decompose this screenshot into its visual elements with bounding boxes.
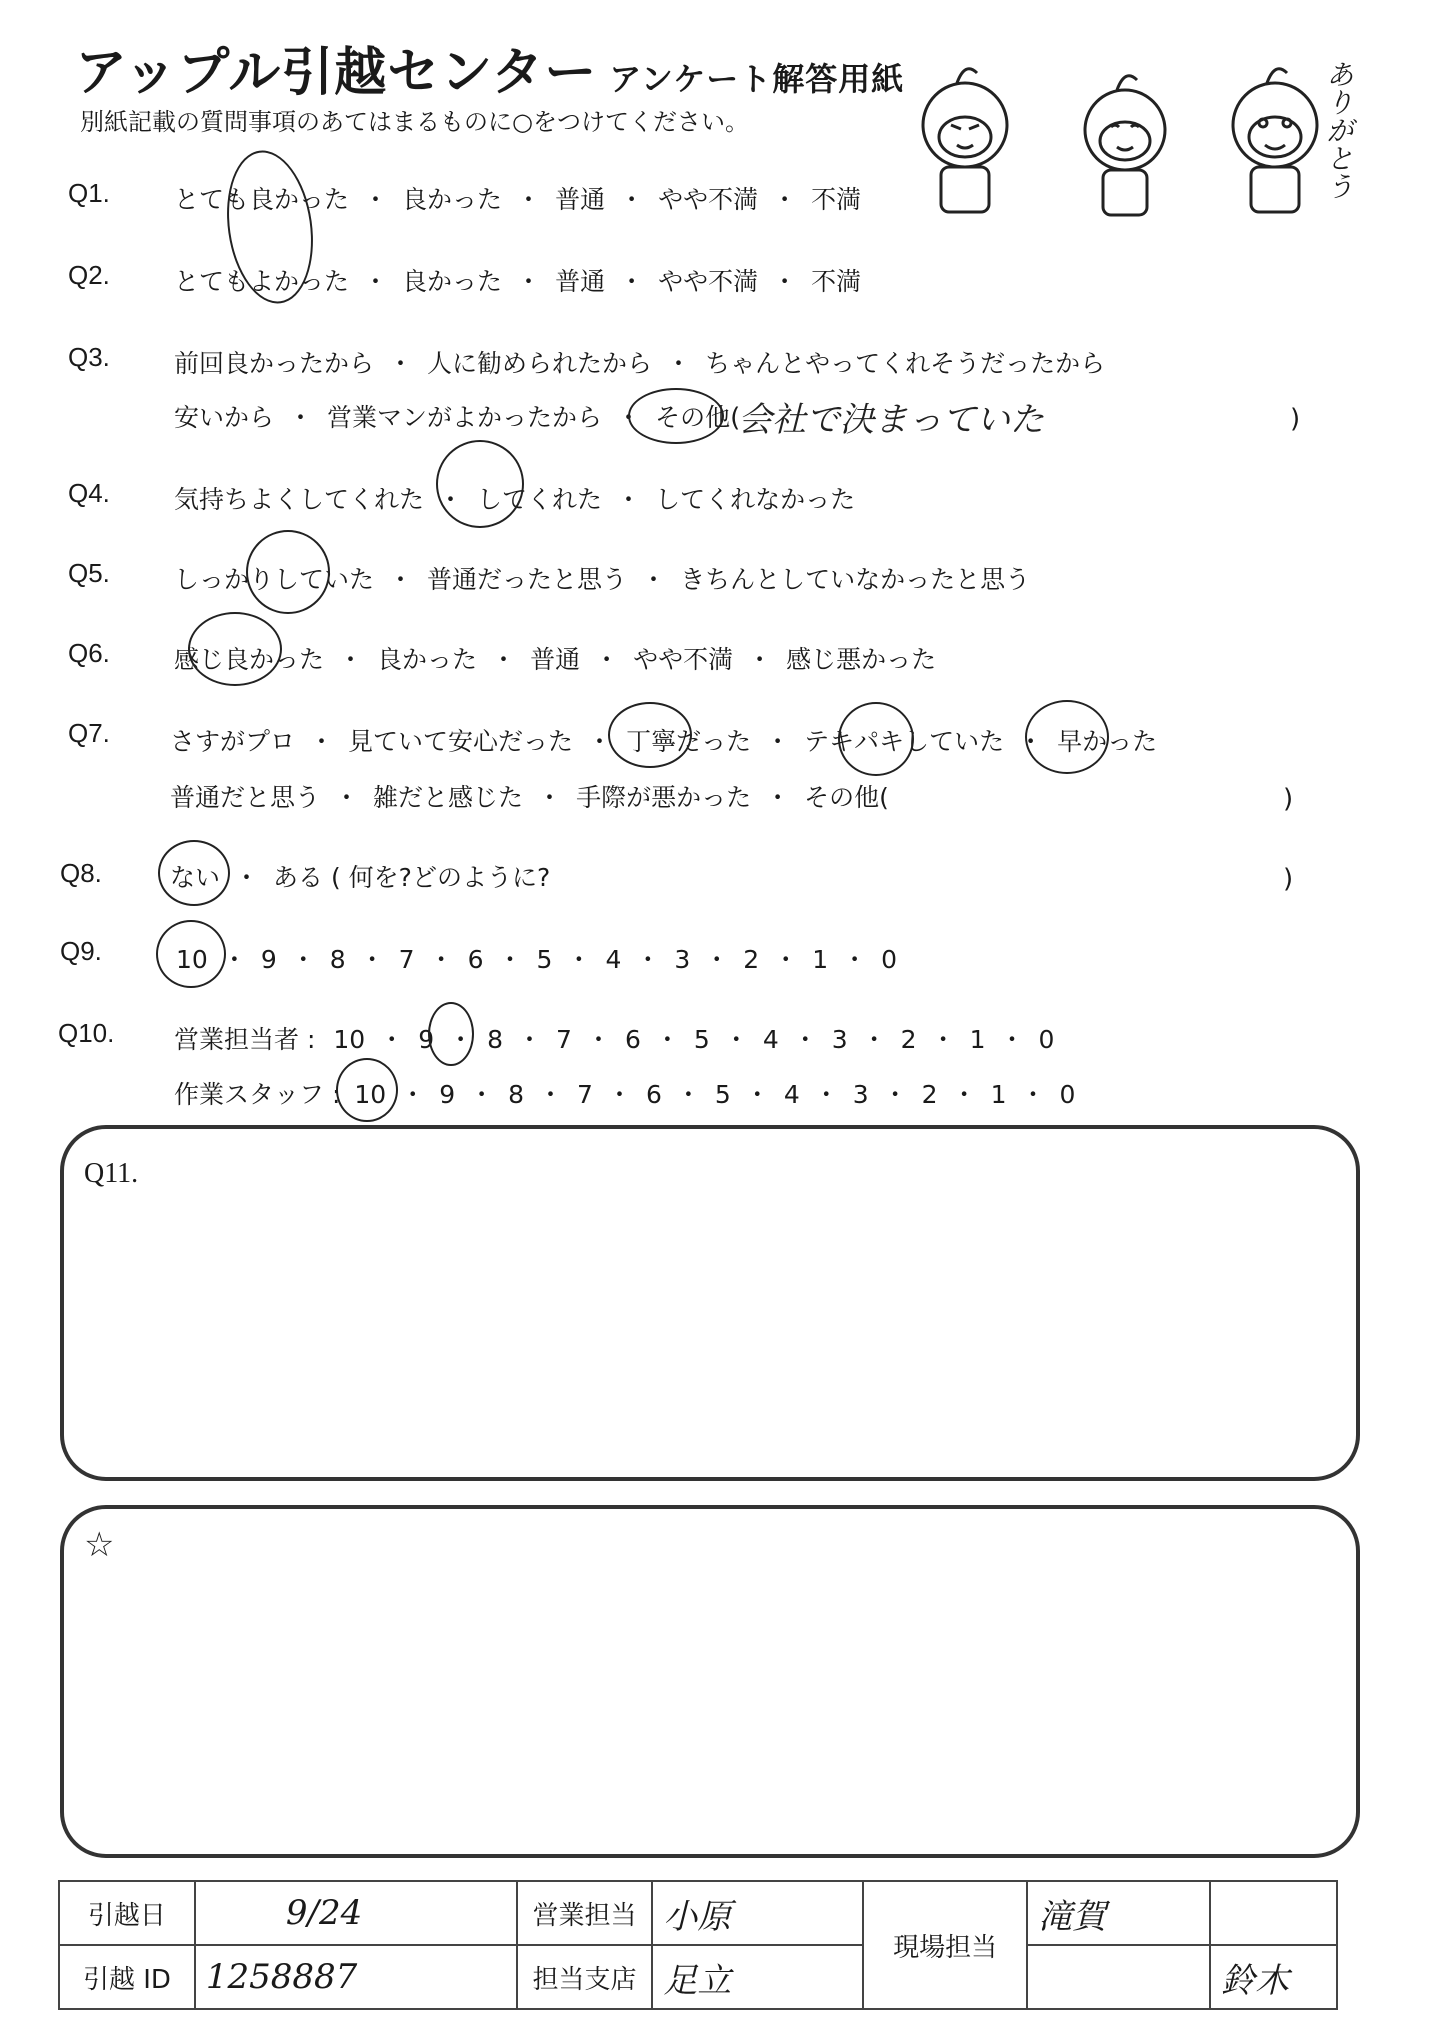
- scale-value[interactable]: 6: [467, 945, 484, 974]
- scale-value[interactable]: 5: [714, 1080, 731, 1109]
- q9-scale: 10 ・ 9 ・ 8 ・ 7 ・ 6 ・ 5 ・ 4 ・ 3 ・ 2 ・ 1 ・ 0: [176, 945, 898, 974]
- q11-comment-box[interactable]: [60, 1125, 1360, 1481]
- answer-circle: [628, 388, 724, 444]
- q1-label: Q1.: [68, 178, 110, 208]
- thanks-text: ありがとう: [1322, 60, 1355, 200]
- q10-label: Q10.: [58, 1018, 115, 1048]
- scale-value[interactable]: 8: [487, 1025, 504, 1054]
- form-title: アップル引越センター アンケート解答用紙: [75, 43, 905, 103]
- option[interactable]: 気持ちよくしてくれた: [174, 485, 425, 514]
- q7-label: Q7.: [68, 718, 110, 748]
- q6-label: Q6.: [68, 638, 110, 668]
- option[interactable]: 不満: [811, 267, 862, 296]
- scale-value[interactable]: 2: [900, 1025, 917, 1054]
- answer-circle: [158, 840, 230, 906]
- scale-value[interactable]: 2: [921, 1080, 938, 1109]
- answer-circle: [436, 440, 524, 528]
- move-date-label: 引越日: [59, 1881, 195, 1945]
- option[interactable]: 不満: [811, 185, 862, 214]
- star-label: ☆: [84, 1527, 115, 1564]
- scale-value[interactable]: 8: [329, 945, 346, 974]
- scale-value[interactable]: 9: [418, 1025, 435, 1054]
- q8-options: ない ・ ある ( 何を?どのように?: [170, 863, 551, 892]
- option[interactable]: その他: [655, 403, 731, 432]
- option[interactable]: 見ていて安心だった: [348, 727, 574, 756]
- q3-label: Q3.: [68, 342, 110, 372]
- option[interactable]: 普通: [530, 645, 581, 674]
- closing-paren: ): [1290, 404, 1301, 434]
- answer-circle: [608, 702, 692, 768]
- option[interactable]: しっかりしていた: [174, 565, 375, 594]
- scale-value[interactable]: 9: [439, 1080, 456, 1109]
- option[interactable]: 普通: [555, 267, 606, 296]
- scale-value[interactable]: 4: [783, 1080, 800, 1109]
- sales-label: 営業担当: [517, 1881, 653, 1945]
- scale-value[interactable]: 8: [508, 1080, 525, 1109]
- option[interactable]: その他(: [804, 783, 889, 812]
- scale-value[interactable]: 10: [176, 945, 208, 974]
- instruction-text: 別紙記載の質問事項のあてはまるものに○をつけてください。: [80, 108, 749, 136]
- q6-options: 感じ良かった ・ 良かった ・ 普通 ・ やや不満 ・ 感じ悪かった: [174, 645, 937, 674]
- q11-label: Q11.: [84, 1158, 139, 1189]
- scale-value[interactable]: 0: [1059, 1080, 1076, 1109]
- q3-options-line2: 安いから ・ 営業マンがよかったから ・ その他(: [174, 403, 741, 433]
- option[interactable]: 良かった: [402, 185, 503, 214]
- scale-value[interactable]: 6: [624, 1025, 641, 1054]
- scale-value[interactable]: 3: [831, 1025, 848, 1054]
- scale-value[interactable]: 0: [1038, 1025, 1055, 1054]
- scale-value[interactable]: 1: [812, 945, 829, 974]
- q2-options: とてもよかった ・ 良かった ・ 普通 ・ やや不満 ・ 不満: [174, 267, 862, 296]
- answer-circle: [838, 702, 914, 776]
- option[interactable]: 普通だと思う: [170, 783, 321, 812]
- answer-circle: [1025, 700, 1109, 774]
- answer-circle: [336, 1058, 398, 1122]
- scale-value[interactable]: 3: [674, 945, 691, 974]
- form-subtitle: アンケート解答用紙: [609, 60, 905, 98]
- branch-value: 足立: [652, 1945, 863, 2009]
- site-value-2: 鈴木: [1210, 1945, 1337, 2009]
- option[interactable]: 感じ悪かった: [786, 645, 937, 674]
- site-value-1: 滝賀: [1027, 1881, 1210, 1945]
- move-id-value: 1258887: [195, 1945, 517, 2009]
- option[interactable]: やや不満: [658, 267, 759, 296]
- sales-label: 営業担当者 :: [174, 1025, 316, 1054]
- sales-value: 小原: [652, 1881, 863, 1945]
- scale-value[interactable]: 10: [333, 1025, 366, 1054]
- option[interactable]: テキパキしていた: [804, 727, 1005, 756]
- site-label: 現場担当: [863, 1881, 1027, 2009]
- option[interactable]: 手際が悪かった: [576, 783, 752, 812]
- answer-circle: [188, 612, 282, 686]
- option[interactable]: してくれた: [477, 485, 603, 514]
- option[interactable]: してくれなかった: [655, 485, 856, 514]
- scale-value[interactable]: 7: [556, 1025, 572, 1054]
- scale-value[interactable]: 7: [398, 945, 415, 974]
- q3-options-line1: 前回良かったから ・ 人に勧められたから ・ ちゃんとやってくれそうだったから: [174, 349, 1106, 378]
- q5-options: しっかりしていた ・ 普通だったと思う ・ きちんとしていなかったと思う: [174, 565, 1031, 594]
- answer-circle: [428, 1002, 474, 1066]
- scale-value[interactable]: 0: [881, 945, 898, 974]
- scale-value[interactable]: 1: [990, 1080, 1007, 1109]
- q3-other-answer: 会社で決まっていた: [738, 400, 1044, 440]
- option[interactable]: 普通だったと思う: [427, 565, 628, 594]
- option[interactable]: やや不満: [633, 645, 734, 674]
- option[interactable]: 安いから: [174, 403, 275, 432]
- q4-options: 気持ちよくしてくれた ・ してくれた ・ してくれなかった: [174, 485, 856, 514]
- option[interactable]: とても良かった: [174, 185, 350, 214]
- scale-value[interactable]: 3: [852, 1080, 869, 1109]
- footer-info-table: [58, 1880, 1338, 2010]
- closing-paren: ): [1283, 784, 1294, 814]
- q5-label: Q5.: [68, 558, 110, 588]
- option[interactable]: きちんとしていなかったと思う: [680, 565, 1031, 594]
- q1-options: とても良かった ・ 良かった ・ 普通 ・ やや不満 ・ 不満: [174, 185, 862, 214]
- option[interactable]: ちゃんとやってくれそうだったから: [705, 349, 1106, 378]
- option[interactable]: 良かった: [402, 267, 503, 296]
- option[interactable]: 人に勧められたから: [427, 349, 653, 378]
- option[interactable]: 感じ良かった: [174, 645, 325, 674]
- scale-value[interactable]: 9: [260, 945, 277, 974]
- option[interactable]: 丁寧だった: [626, 727, 752, 756]
- monkey-mascot-icon: [895, 55, 1375, 225]
- answer-circle: [246, 530, 330, 614]
- q4-label: Q4.: [68, 478, 110, 508]
- scale-value[interactable]: 6: [645, 1080, 662, 1109]
- option[interactable]: 早かった: [1057, 727, 1158, 756]
- q2-label: Q2.: [68, 260, 110, 290]
- option[interactable]: やや不満: [658, 185, 759, 214]
- q8-label: Q8.: [60, 858, 102, 888]
- option[interactable]: 雑だと感じた: [373, 783, 524, 812]
- option[interactable]: ある ( 何を?どのように?: [273, 863, 551, 892]
- option[interactable]: 普通: [555, 185, 606, 214]
- scale-value[interactable]: 5: [536, 945, 553, 974]
- q9-label: Q9.: [60, 936, 102, 966]
- option[interactable]: 営業マンがよかったから: [327, 403, 603, 432]
- option[interactable]: 前回良かったから: [174, 349, 375, 378]
- option[interactable]: さすがプロ: [170, 727, 296, 756]
- staff-label: 作業スタッフ :: [174, 1080, 341, 1109]
- scale-value[interactable]: 4: [605, 945, 622, 974]
- star-comment-box[interactable]: [60, 1505, 1360, 1858]
- scale-value[interactable]: 2: [743, 945, 760, 974]
- q7-options-line2: 普通だと思う ・ 雑だと感じた ・ 手際が悪かった ・ その他(: [170, 783, 889, 812]
- scale-value[interactable]: 7: [577, 1080, 593, 1109]
- option[interactable]: とてもよかった: [174, 267, 350, 296]
- q10-staff-row: 作業スタッフ : 10 ・ 9 ・ 8 ・ 7 ・ 6 ・ 5 ・ 4 ・ 3 ・ 2 ・ 1 ・ 0: [174, 1080, 1076, 1109]
- scale-value[interactable]: 10: [354, 1080, 387, 1109]
- move-id-label: 引越 ID: [59, 1945, 195, 2009]
- answer-circle: [156, 920, 226, 988]
- closing-paren: ): [1283, 864, 1294, 894]
- scale-value[interactable]: 1: [969, 1025, 986, 1054]
- move-date-value: 9/24: [195, 1881, 517, 1945]
- option[interactable]: ない: [170, 863, 221, 892]
- option[interactable]: 良かった: [377, 645, 478, 674]
- branch-label: 担当支店: [517, 1945, 653, 2009]
- scale-value[interactable]: 5: [693, 1025, 710, 1054]
- scale-value[interactable]: 4: [762, 1025, 779, 1054]
- q7-options-line1: さすがプロ ・ 見ていて安心だった ・ 丁寧だった ・ テキパキしていた ・ 早かった: [170, 727, 1158, 756]
- q10-sales-row: 営業担当者 : 10 ・ 9 ・ 8 ・ 7 ・ 6 ・ 5 ・ 4 ・ 3 ・ 2 ・ 1 ・ 0: [174, 1025, 1055, 1054]
